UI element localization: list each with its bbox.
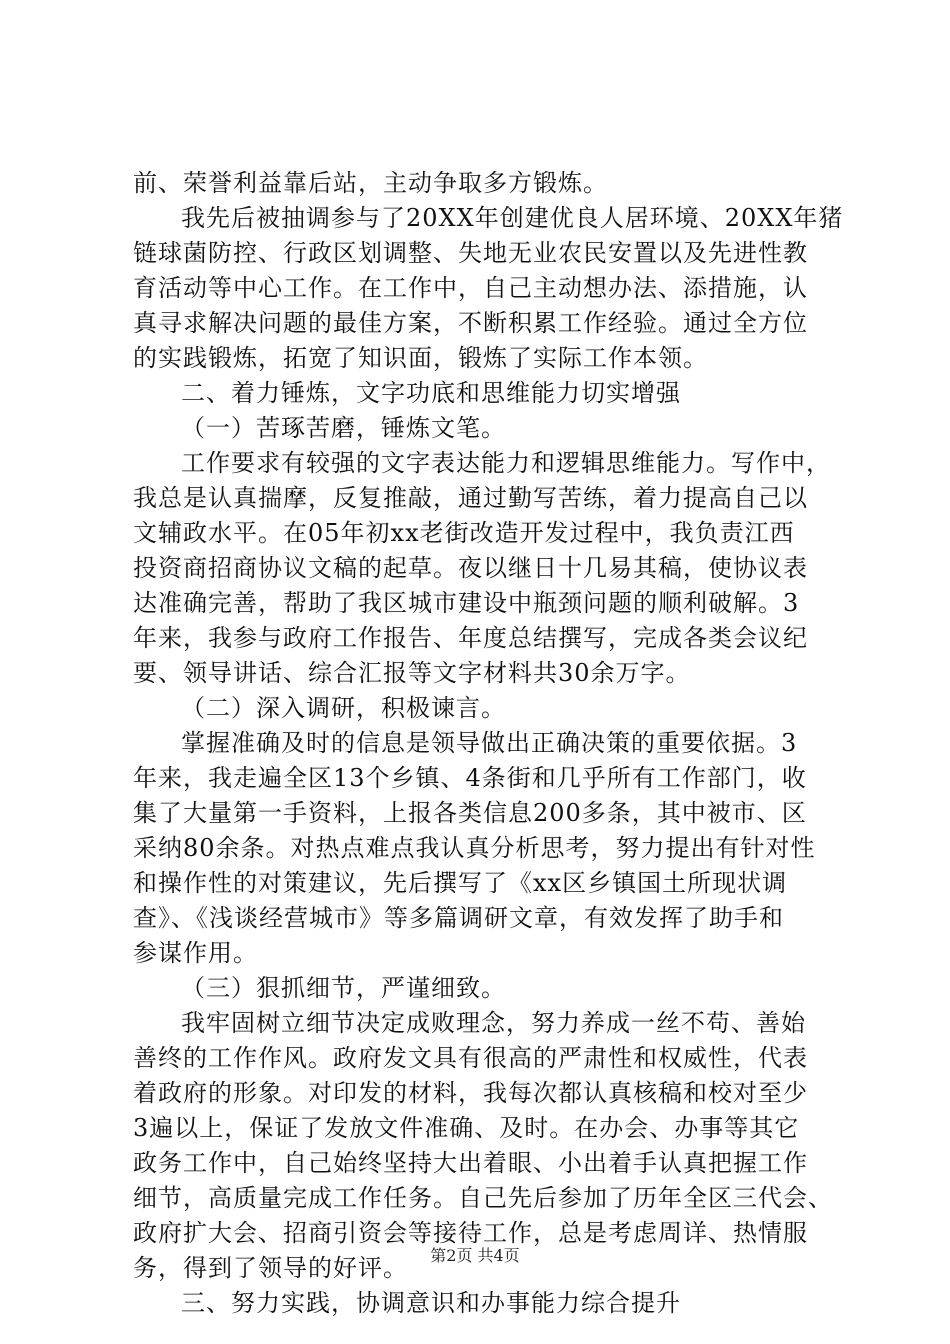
text-line: 善终的工作作风。政府发文具有很高的严肃性和权威性，代表	[133, 1044, 808, 1072]
text-line: 政府扩大会、招商引资会等接待工作，总是考虑周详、热情服	[133, 1219, 808, 1247]
text-line: 和操作性的对策建议，先后撰写了《xx区乡镇国土所现状调	[133, 869, 788, 897]
text-line: 的实践锻炼，拓宽了知识面，锻炼了实际工作本领。	[133, 344, 708, 372]
text-line: 我牢固树立细节决定成败理念，努力养成一丝不苟、善始	[181, 1009, 806, 1037]
subsection-heading: （一）苦琢苦磨，锤炼文笔。	[181, 414, 506, 442]
text-line: 我先后被抽调参与了20XX年创建优良人居环境、20XX年猪	[181, 204, 844, 232]
text-line: 育活动等中心工作。在工作中，自己主动想办法、添措施，认	[133, 274, 808, 302]
text-line: 政务工作中，自己始终坚持大出着眼、小出着手认真把握工作	[133, 1149, 808, 1177]
text-line: 采纳80余条。对热点难点我认真分析思考，努力提出有针对性	[133, 834, 816, 862]
subsection-heading: （三）狠抓细节，严谨细致。	[181, 974, 506, 1002]
text-line: 真寻求解决问题的最佳方案，不断积累工作经验。通过全方位	[133, 309, 808, 337]
text-line: 投资商招商协议文稿的起草。夜以继日十几易其稿，使协议表	[133, 554, 808, 582]
text-line: 文辅政水平。在05年初xx老街改造开发过程中，我负责江西	[133, 519, 795, 547]
section-heading: 三、努力实践，协调意识和办事能力综合提升	[181, 1289, 681, 1317]
page-number-footer: 第2页 共4页	[430, 1246, 520, 1265]
text-line: 务，得到了领导的好评。	[133, 1254, 408, 1282]
text-line: 链球菌防控、行政区划调整、失地无业农民安置以及先进性教	[133, 239, 808, 267]
text-line: 达准确完善，帮助了我区城市建设中瓶颈问题的顺利破解。3	[133, 589, 800, 617]
text-line: 前、荣誉利益靠后站，主动争取多方锻炼。	[133, 169, 608, 197]
text-line: 工作要求有较强的文字表达能力和逻辑思维能力。写作中，	[181, 449, 831, 477]
text-line: 集了大量第一手资料，上报各类信息200多条，其中被市、区	[133, 799, 807, 827]
text-line: 细节，高质量完成工作任务。自己先后参加了历年全区三代会、	[133, 1184, 833, 1212]
document-body	[133, 166, 844, 1321]
text-line: 年来，我走遍全区13个乡镇、4条街和几乎所有工作部门，收	[133, 764, 807, 792]
text-line: 查》、《浅谈经营城市》等多篇调研文章，有效发挥了助手和	[133, 904, 784, 932]
text-line: 参谋作用。	[133, 939, 258, 967]
section-heading: 二、着力锤炼，文字功底和思维能力切实增强	[181, 379, 681, 407]
text-line: 着政府的形象。对印发的材料，我每次都认真核稿和校对至少	[133, 1079, 808, 1107]
text-line: 要、领导讲话、综合汇报等文字材料共30余万字。	[133, 659, 691, 687]
text-line: 掌握准确及时的信息是领导做出正确决策的重要依据。3	[181, 729, 798, 757]
text-line: 3遍以上，保证了发放文件准确、及时。在办会、办事等其它	[133, 1114, 800, 1142]
text-line: 我总是认真揣摩，反复推敲，通过勤写苦练，着力提高自己以	[133, 484, 808, 512]
text-line: 年来，我参与政府工作报告、年度总结撰写，完成各类会议纪	[133, 624, 808, 652]
subsection-heading: （二）深入调研，积极谏言。	[181, 694, 506, 722]
